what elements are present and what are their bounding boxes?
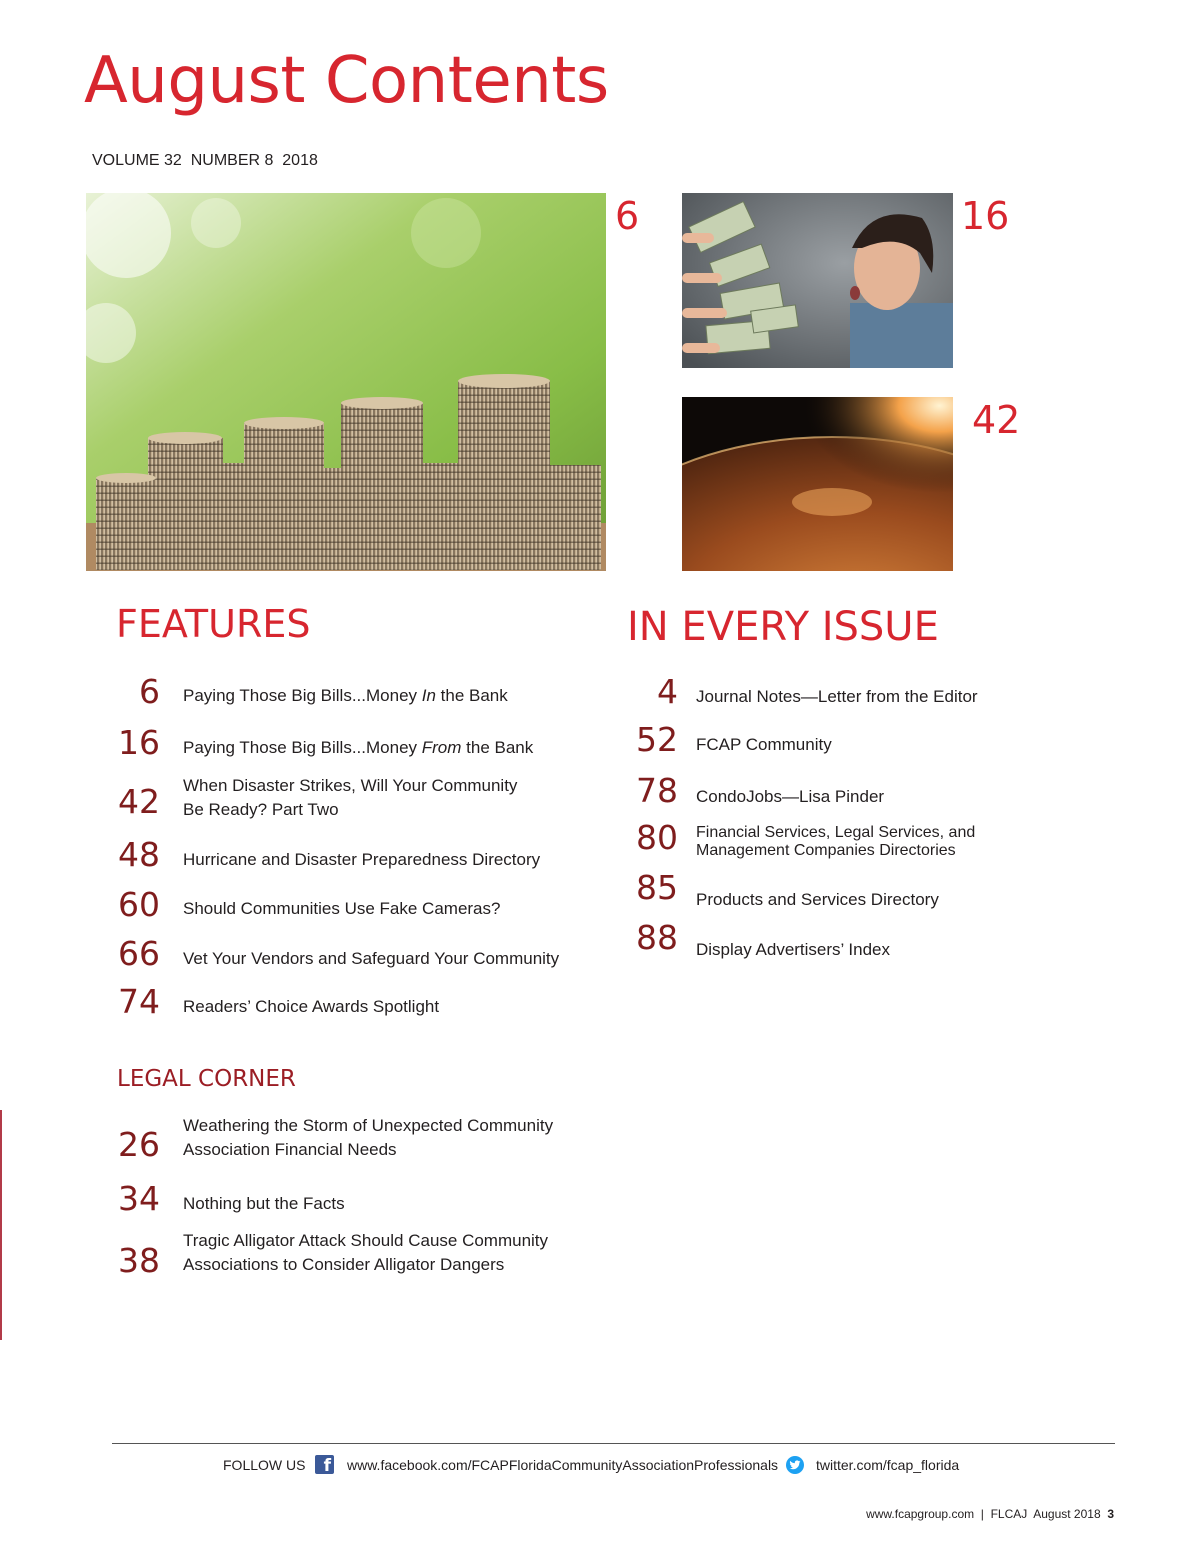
issue-page-number: 80 (636, 818, 678, 857)
issue-page-number: 52 (636, 720, 678, 759)
facebook-link[interactable]: www.facebook.com/FCAPFloridaCommunityAssociationProfessionals (347, 1457, 779, 1473)
feature-title: Hurricane and Disaster Preparedness Directory (183, 850, 541, 869)
legal-page-number: 26 (118, 1125, 160, 1164)
issue-title: Products and Services Directory (696, 890, 939, 909)
legal-page-number: 38 (118, 1241, 160, 1280)
legal-title: Nothing but the Facts (183, 1194, 345, 1213)
page-footer: www.fcapgroup.com | FLCAJ August 2018 3 (866, 1507, 1114, 1521)
follow-us-label: FOLLOW US (223, 1457, 306, 1473)
facebook-icon[interactable]: f (315, 1455, 334, 1474)
issue-page-number: 78 (636, 771, 678, 810)
feature-page-number: 66 (118, 934, 160, 973)
issue-page-number: 85 (636, 868, 678, 907)
page-edge-mark (0, 1110, 2, 1340)
legal-title-line: Weathering the Storm of Unexpected Community (183, 1116, 554, 1135)
volume-line: VOLUME 32 NUMBER 8 2018 (92, 152, 318, 169)
feature-page-number: 74 (118, 982, 160, 1021)
every-issue-heading: IN EVERY ISSUE (627, 604, 939, 650)
feature-page-number: 6 (139, 672, 160, 711)
legal-corner-heading: LEGAL CORNER (117, 1066, 296, 1092)
page-title: August Contents (84, 44, 609, 118)
issue-title: FCAP Community (696, 735, 832, 754)
feature-title: Vet Your Vendors and Safeguard Your Community (183, 949, 560, 968)
feature-title-line: Be Ready? Part Two (183, 800, 339, 819)
feature-title: Paying Those Big Bills...Money In the Bank (183, 686, 508, 705)
money-photo-page: 16 (961, 194, 1010, 238)
earth-photo[interactable] (682, 397, 953, 571)
issue-page-number: 4 (657, 672, 678, 711)
feature-title: Readers’ Choice Awards Spotlight (183, 997, 440, 1016)
legal-page-number: 34 (118, 1179, 160, 1218)
issue-title-line: Financial Services, Legal Services, and (696, 824, 976, 841)
issue-title: Journal Notes—Letter from the Editor (696, 687, 978, 706)
site-url[interactable]: www.fcapgroup.com (866, 1507, 975, 1521)
journal-issue: FLCAJ August 2018 (990, 1507, 1101, 1521)
issue-title: Display Advertisers’ Index (696, 940, 891, 959)
feature-page-number: 42 (118, 782, 160, 821)
feature-page-number: 16 (118, 723, 160, 762)
coins-photo[interactable] (86, 193, 606, 571)
feature-page-number: 48 (118, 835, 160, 874)
issue-title: CondoJobs—Lisa Pinder (696, 787, 885, 806)
money-photo[interactable] (682, 193, 953, 368)
feature-title: Paying Those Big Bills...Money From the Bank (183, 738, 534, 757)
legal-title-line: Associations to Consider Alligator Dangers (183, 1255, 505, 1274)
earth-photo-page: 42 (972, 398, 1021, 442)
legal-title-line: Tragic Alligator Attack Should Cause Community (183, 1231, 549, 1250)
feature-page-number: 60 (118, 885, 160, 924)
issue-page-number: 88 (636, 918, 678, 957)
coins-photo-page: 6 (615, 194, 640, 238)
feature-title-line: When Disaster Strikes, Will Your Community (183, 776, 518, 795)
features-heading: FEATURES (116, 602, 311, 646)
twitter-icon[interactable] (786, 1456, 804, 1474)
legal-title-line: Association Financial Needs (183, 1140, 397, 1159)
issue-title-line: Management Companies Directories (696, 842, 956, 859)
footer-divider (112, 1443, 1115, 1444)
page-number: 3 (1107, 1507, 1114, 1521)
twitter-link[interactable]: twitter.com/fcap_florida (816, 1457, 960, 1473)
feature-title: Should Communities Use Fake Cameras? (183, 899, 501, 918)
